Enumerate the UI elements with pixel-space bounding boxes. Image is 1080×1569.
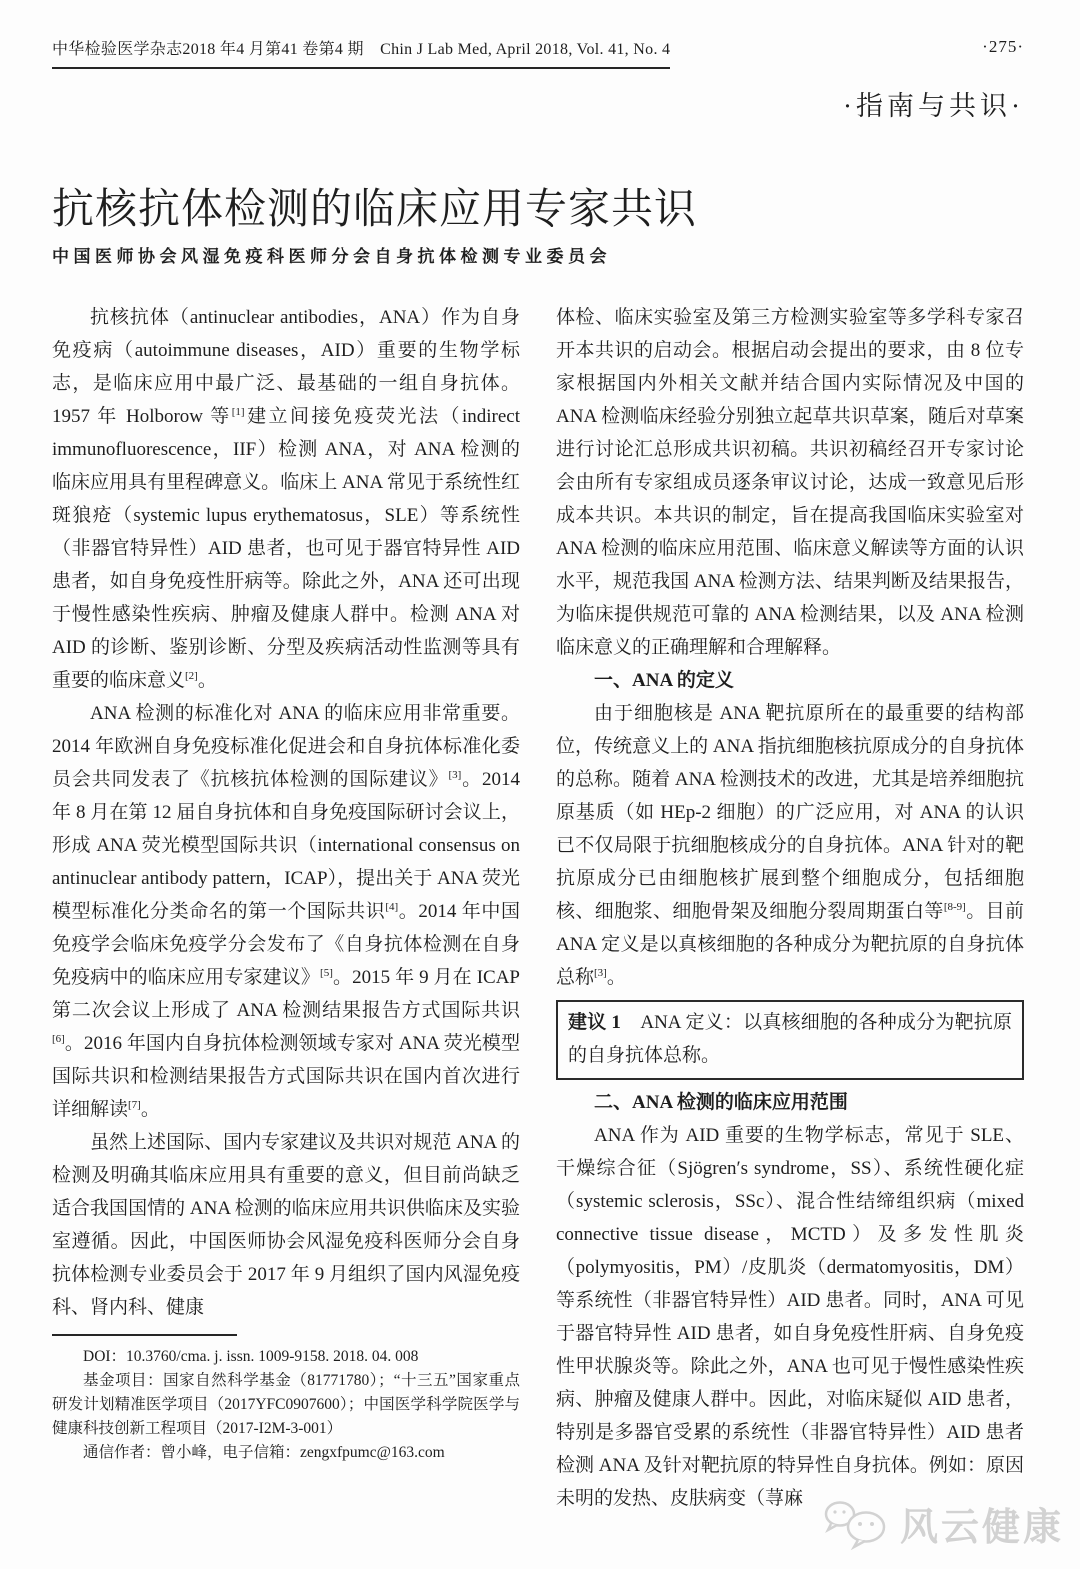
section-heading-1: 一、ANA 的定义 bbox=[594, 670, 734, 691]
watermark-label: 风云健康 bbox=[899, 1507, 1064, 1549]
footnote-separator bbox=[52, 1334, 237, 1336]
article-title: 抗核抗体检测的临床应用专家共识 bbox=[52, 187, 698, 234]
footnote-funding: 基金项目：国家自然科学基金（81771780）；“十三五”国家重点研发计划精准医学项目（2017YFC0907600）；中国医学科学院医学与健康科技创新工程项目（2017-I2M-3-001） bbox=[52, 1372, 520, 1437]
paragraph: ANA 检测的标准化对 ANA 的临床应用非常重要。2014 年欧洲自身免疫标准化促进会和自身抗体标准化委员会共同发表了《抗核抗体检测的国际建议》[3]。2014 年 8 月在第 12 届自身抗体和自身免疫国际研讨会议上，形成 ANA 荧光模型国际共识（international consensus on antinuclear antibody pattern，ICAP），提出关于 ANA 荧光模型标准化分类命名的第一个国际共识[4]。2014 年中国免疫学会临床免疫学分会发布了《自身抗体检测在自身免疫病中的临床应用专家建议》[5]。2015 年 9 月在 ICAP 第二次会议上形成了 ANA 检测结果报告方式国际共识[6]。2016 年国内自身抗体检测领域专家对 ANA 荧光模型国际共识和检测结果报告方式国际共识在国内首次进行详细解读[7]。 bbox=[52, 703, 520, 1120]
paragraph: ANA 作为 AID 重要的生物学标志，常见于 SLE、干燥综合征（Sjögren′s syndrome，SS）、系统性硬化症（systemic sclerosis，SSc）、混合性结缔组织病（mixed connective tissue disease，MCTD）及多发性肌炎（polymyositis，PM）/皮肌炎（dermatomyositis，DM）等系统性（非器官特异性）AID 患者。同时，ANA 可见于器官特异性 AID 患者，如自身免疫性肝病、自身免疫性甲状腺炎等。除此之外，ANA 也可见于慢性感染性疾病、肿瘤及健康人群中。因此，对临床疑似 AID 患者，特别是多器官受累的系统性（非器官特异性）AID 患者检测 ANA 及针对靶抗原的特异性自身抗体。例如：原因未明的发热、皮肤病变（荨麻 bbox=[556, 1125, 1024, 1509]
right-column bbox=[556, 301, 1024, 1515]
recommendation-box-1: 建议 1 ANA 定义：以真核细胞的各种成分为靶抗原的自身抗体总称。 bbox=[556, 1000, 1024, 1080]
page-header bbox=[52, 36, 1024, 69]
section-label: ·指南与共识· bbox=[843, 91, 1024, 121]
section-heading-2: 二、ANA 检测的临床应用范围 bbox=[594, 1092, 848, 1113]
watermark bbox=[820, 1496, 1064, 1551]
paragraph: 体检、临床实验室及第三方检测实验室等多学科专家召开本共识的启动会。根据启动会提出的要求，由 8 位专家根据国内外相关文献并结合国内实际情况及中国的 ANA 检测临床经验分别独立起草共识草案，随后对草案进行讨论汇总形成共识初稿。共识初稿经召开专家讨论会由所有专家组成员逐条审议讨论，达成一致意见后形成本共识。本共识的制定，旨在提高我国临床实验室对 ANA 检测的临床应用范围、临床意义解读等方面的认识水平，规范我国 ANA 检测方法、结果判断及结果报告，为临床提供规范可靠的 ANA 检测结果，以及 ANA 检测临床意义的正确理解和合理解释。 bbox=[556, 307, 1024, 658]
paragraph: 由于细胞核是 ANA 靶抗原所在的最重要的结构部位，传统意义上的 ANA 指抗细胞核抗原成分的自身抗体的总称。随着 ANA 检测技术的改进，尤其是培养细胞抗原基质（如 HEp-2 细胞）的广泛应用，对 ANA 的认识已不仅局限于抗细胞核成分的自身抗体。ANA 针对的靶抗原成分已由细胞核扩展到整个细胞成分，包括细胞核、细胞浆、细胞骨架及细胞分裂周期蛋白等[8-9]。目前 ANA 定义是以真核细胞的各种成分为靶抗原的自身抗体总称[3]。 bbox=[556, 703, 1024, 988]
author-byline: 中国医师协会风湿免疫科医师分会自身抗体检测专业委员会 bbox=[52, 247, 611, 266]
footnote-correspondence: 通信作者：曾小峰，电子信箱：zengxfpumc@163.com bbox=[83, 1444, 445, 1461]
article-body bbox=[52, 301, 1024, 1515]
paragraph: 虽然上述国际、国内专家建议及共识对规范 ANA 的检测及明确其临床应用具有重要的意义，但目前尚缺乏适合我国国情的 ANA 检测的临床应用共识供临床及实验室遵循。因此，中国医师协会风湿免疫科医师分会自身抗体检测专业委员会于 2017 年 9 月组织了国内风湿免疫科、肾内科、健康 bbox=[52, 1132, 520, 1318]
footnote-doi: DOI：10.3760/cma. j. issn. 1009-9158. 2018. 04. 008 bbox=[83, 1348, 419, 1365]
chat-bubbles-icon bbox=[820, 1497, 892, 1551]
left-column bbox=[52, 301, 520, 1515]
paragraph: 抗核抗体（antinuclear antibodies，ANA）作为自身免疫病（autoimmune diseases，AID）重要的生物学标志，是临床应用中最广泛、最基础的一组自身抗体。1957 年 Holborow 等[1]建立间接免疫荧光法（indirect immunofluorescence，IIF）检测 ANA，对 ANA 检测的临床应用具有里程碑意义。临床上 ANA 常见于系统性红斑狼疮（systemic lupus erythematosus，SLE）等系统性（非器官特异性）AID 患者，也可见于器官特异性 AID 患者，如自身免疫性肝病等。除此之外，ANA 还可出现于慢性感染性疾病、肿瘤及健康人群中。检测 ANA 对 AID 的诊断、鉴别诊断、分型及疾病活动性监测等具有重要的临床意义[2]。 bbox=[52, 307, 520, 691]
footnote-block bbox=[52, 1345, 520, 1465]
page-number: ·275· bbox=[982, 37, 1024, 56]
journal-citation-line: 中华检验医学杂志2018 年4 月第41 卷第4 期 Chin J Lab Med, April 2018, Vol. 41, No. 4 bbox=[52, 36, 670, 69]
